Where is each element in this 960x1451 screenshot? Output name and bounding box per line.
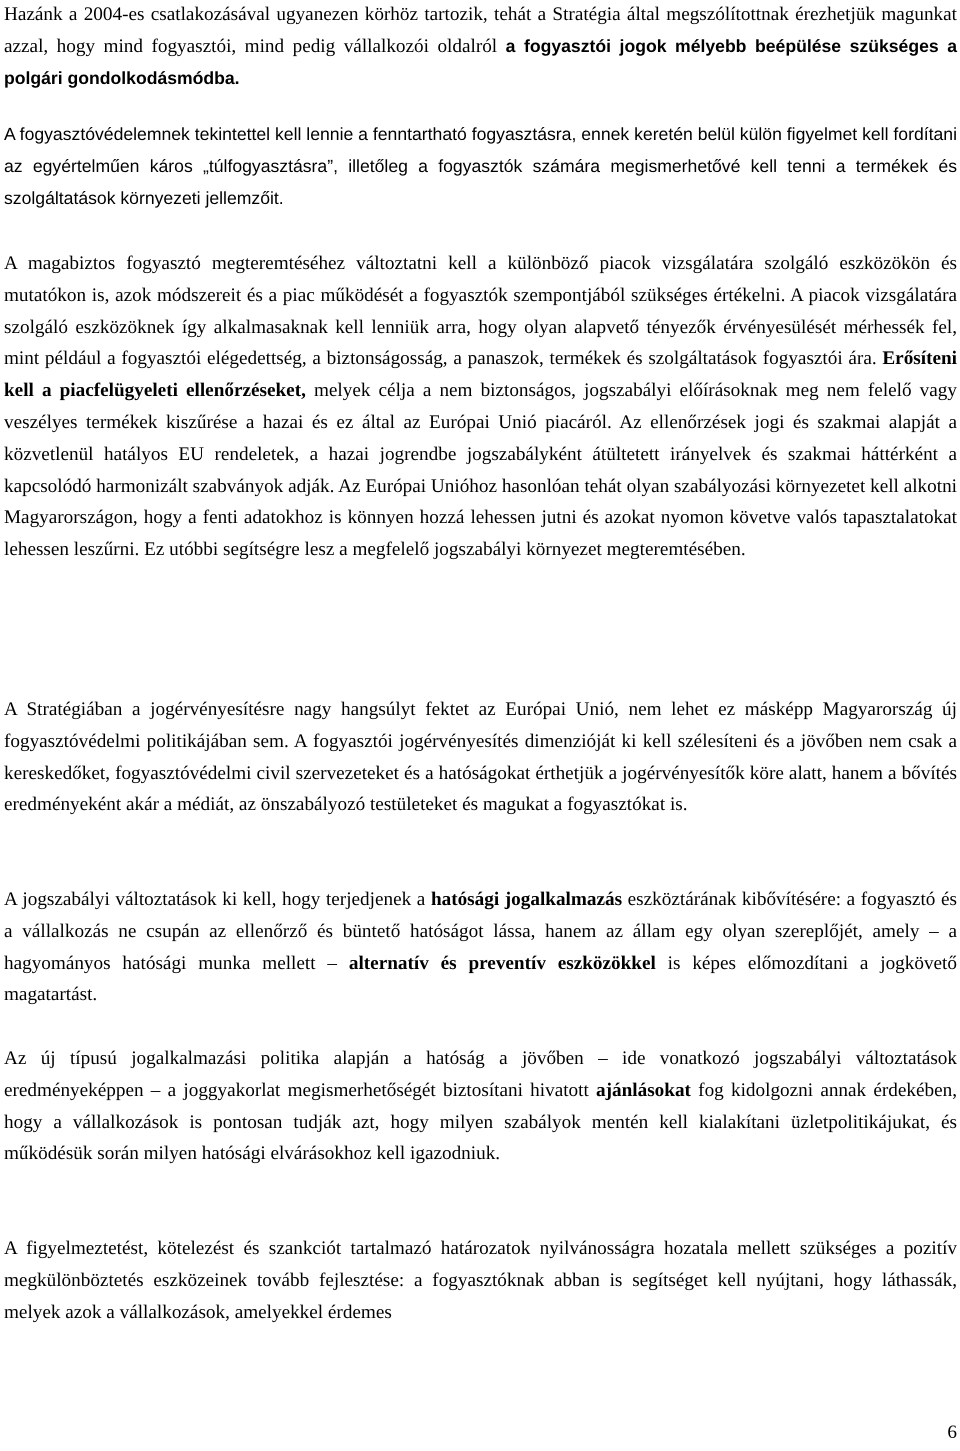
paragraph-6-bold-text: ajánlásokat (596, 1079, 691, 1101)
paragraph-5-text-end: is képes előmozdítani a jogkövető magatartást. (4, 952, 957, 1006)
paragraph-1-text: Hazánk a 2004-es csatlakozásával ugyanezen körhöz tartozik, tehát a Stratégia által megszólítottnak érezhetjük magunkat azzal, hogy mind fogyasztói, mind pedig vállalkozói oldalról (4, 4, 957, 57)
paragraph-1 (4, 0, 957, 94)
paragraph-2-text: A fogyasztóvédelemnek tekintettel kell lennie a fenntartható fogyasztásra, ennek keretén belül külön figyelmet kell fordítani az egyértelműen káros „túlfogyasztásra”, illetőleg a fogyasztók számára megismerhetővé kell tenni a termékek és szolgáltatások környezeti jellemzőit. (4, 124, 957, 208)
paragraph-4 (4, 694, 957, 821)
paragraph-6-text: Az új típusú jogalkalmazási politika alapján a hatóság a jövőben – ide vonatkozó jogszabályi változtatások eredményeképpen – a joggyakorlat megismerhetőségét biztosítani hivatott (4, 1048, 957, 1101)
paragraph-7 (4, 1233, 957, 1328)
paragraph-3-bold-text: Erősíteni kell a piacfelügyeleti ellenőrzéseket, (4, 348, 957, 402)
paragraph-3-text-cont: melyek célja a nem biztonságos, jogszabályi előírásoknak meg nem felelő vagy veszélyes termékek kiszűrése a hazai és ez által az Európai Unió piacáról. Az ellenőrzések jogi és szakmai alapját a közvetlenül hatályos EU rendeletek, a hazai jogrendbe jogszabályként átültetett irányelvek és szakmai háttérként a kapcsolódó harmonizált szabványok adják. Az Európai Unióhoz hasonlóan tehát olyan szabályozási környezetet kell alkotni Magyarországon, hogy a fenti adatokhoz is könnyen hozzá lehessen jutni és azokat nyomon követve valós tapasztalatokat lehessen leszűrni. Ez utóbbi segítségre lesz a megfelelő jogszabályi környezet megteremtésében. (4, 380, 957, 561)
paragraph-7-text: A figyelmeztetést, kötelezést és szankciót tartalmazó határozatok nyilvánosságra hozatala mellett szükséges a pozitív megkülönböztetés eszközeinek tovább fejlesztése: a fogyasztóknak abban is segítséget kell nyújtani, hogy láthassák, melyek azok a vállalkozások, amelyekkel érdemes (4, 1238, 957, 1323)
paragraph-6 (4, 1043, 957, 1170)
paragraph-5-text-cont: eszköztárának kibővítésére: a fogyasztó és a vállalkozás ne csupán az ellenőrző és büntető hatóságot lássa, hanem az állam egy olyan szereplőjét, amely – a hagyományos hatósági munka mellett – (4, 889, 957, 974)
paragraph-5-bold-text: hatósági jogalkalmazás (430, 889, 623, 910)
paragraph-1-bold-text: a fogyasztói jogok mélyebb beépülése szükséges a polgári gondolkodásmódba. (4, 35, 957, 88)
paragraph-6-text-cont: fog kidolgozni annak érdekében, hogy a vállalkozások is pontosan tudják azt, hogy milyen szabályok mentén kell kialakítani üzletpolitikájukat, és működésük során milyen hatósági elvárásokhoz kell igazodniuk. (4, 1079, 957, 1165)
paragraph-2 (4, 119, 957, 214)
paragraph-5 (4, 884, 957, 1011)
paragraph-4-text: A Stratégiában a jogérvényesítésre nagy hangsúlyt fektet az Európai Unió, nem lehet ez másképp Magyarország új fogyasztóvédelmi politikájában sem. A fogyasztói jogérvényesítés dimenzióját ki kell szélesíteni és a jövőben nem csak a kereskedőket, fogyasztóvédelmi civil szervezeteket és a hatóságokat érthetjük a jogérvényesítők köre alatt, hanem a bővítés eredményeként akár a médiát, az önszabályozó testületeket és magukat a fogyasztókat is. (4, 699, 957, 816)
paragraph-5-text: A jogszabályi változtatások ki kell, hogy terjedjenek a (4, 889, 431, 910)
paragraph-5-bold-text-2: alternatív és preventív eszközökkel (348, 952, 656, 974)
paragraph-3 (4, 248, 957, 566)
paragraph-3-text: A magabiztos fogyasztó megteremtéséhez változtatni kell a különböző piacok vizsgálatára szolgáló eszközökön és mutatókon is, azok módszereit és a piac működését a fogyasztók szempontjából szükséges értékelni. A piacok vizsgálatára szolgáló eszközöknek így alkalmasaknak kell lenniük arra, hogy olyan alapvető tényezők érvényesülését mérhessék fel, mint például a fogyasztói elégedettség, a biztonságosság, a panaszok, termékek és szolgáltatások fogyasztói ára. (4, 253, 957, 370)
page-number: 6 (947, 1422, 957, 1443)
